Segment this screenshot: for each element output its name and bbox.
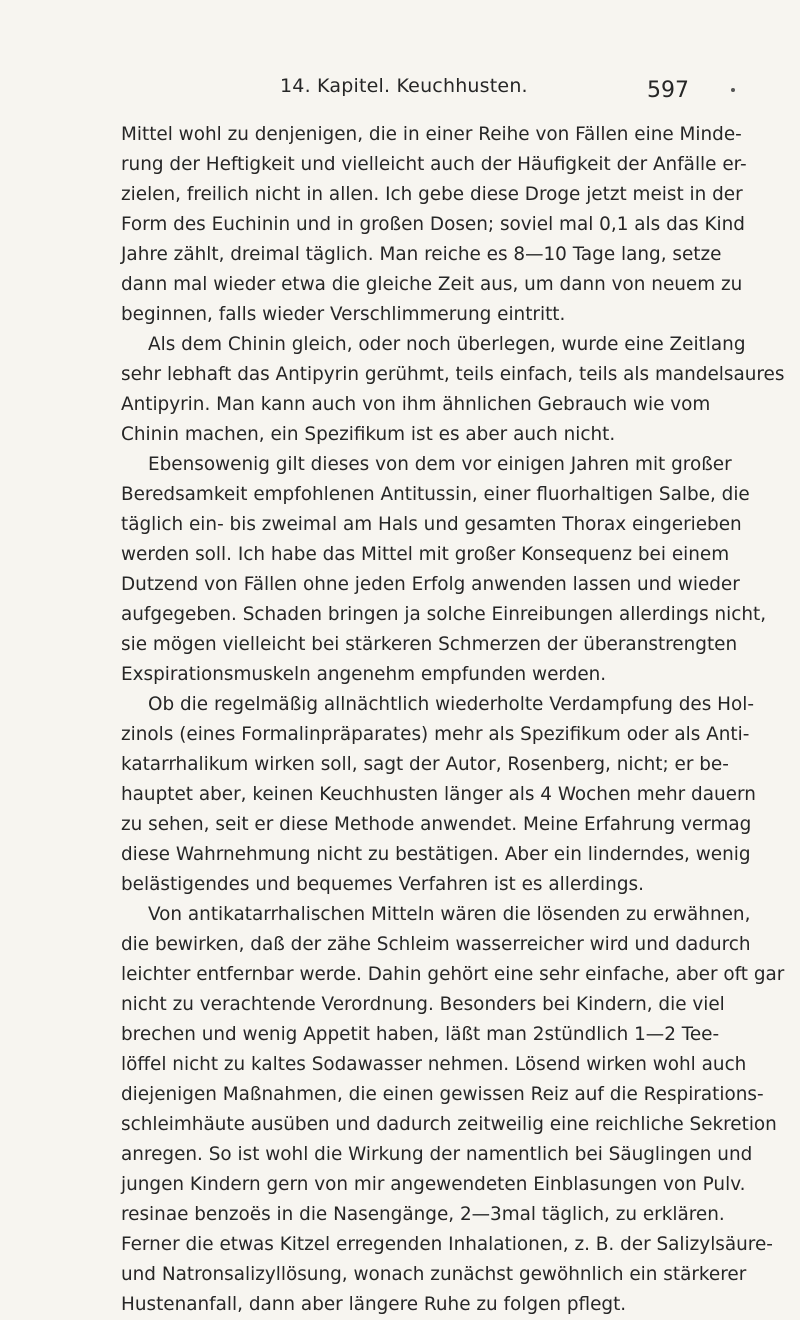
margin-dot (731, 88, 735, 92)
text-line: schleimhäute ausüben und dadurch zeitweilig eine reichliche Sekretion (121, 1114, 777, 1135)
text-line: Ob die regelmäßig allnächtlich wiederholte Verdampfung des Hol- (148, 694, 754, 715)
text-line: Jahre zählt, dreimal täglich. Man reiche es 8—10 Tage lang, setze (121, 244, 722, 265)
text-line: zu sehen, seit er diese Methode anwendet. Meine Erfahrung vermag (121, 814, 752, 835)
text-line: und Natronsalizyllösung, wonach zunächst gewöhnlich ein stärkerer (121, 1264, 747, 1285)
text-line: Mittel wohl zu denjenigen, die in einer Reihe von Fällen eine Minde- (121, 124, 742, 145)
body-text (121, 120, 785, 1320)
text-line: Chinin machen, ein Spezifikum ist es aber auch nicht. (121, 424, 616, 445)
text-line: Hustenanfall, dann aber längere Ruhe zu folgen pflegt. (121, 1294, 627, 1315)
text-line: katarrhalikum wirken soll, sagt der Autor, Rosenberg, nicht; er be- (121, 754, 729, 775)
text-line: Form des Euchinin und in großen Dosen; soviel mal 0,1 als das Kind (121, 214, 745, 235)
text-line: Ebensowenig gilt dieses von dem vor einigen Jahren mit großer (148, 454, 732, 475)
text-line: Exspirationsmuskeln angenehm empfunden werden. (121, 664, 607, 685)
text-line: sie mögen vielleicht bei stärkeren Schmerzen der überanstrengten (121, 634, 738, 655)
text-line: brechen und wenig Appetit haben, läßt man 2stündlich 1—2 Tee- (121, 1024, 720, 1045)
text-line: nicht zu verachtende Verordnung. Besonders bei Kindern, die viel (121, 994, 725, 1015)
text-line: sehr lebhaft das Antipyrin gerühmt, teils einfach, teils als mandelsaures (121, 364, 785, 385)
text-line: aufgegeben. Schaden bringen ja solche Einreibungen allerdings nicht, (121, 604, 767, 625)
text-line: werden soll. Ich habe das Mittel mit großer Konsequenz bei einem (121, 544, 730, 565)
text-line: zielen, freilich nicht in allen. Ich gebe diese Droge jetzt meist in der (121, 184, 743, 205)
text-line: beginnen, falls wieder Verschlimmerung eintritt. (121, 304, 566, 325)
text-line: die bewirken, daß der zähe Schleim wasserreicher wird und dadurch (121, 934, 751, 955)
text-line: dann mal wieder etwa die gleiche Zeit aus, um dann von neuem zu (121, 274, 743, 295)
text-line: rung der Heftigkeit und vielleicht auch der Häufigkeit der Anfälle er- (121, 154, 747, 175)
text-line: Antipyrin. Man kann auch von ihm ähnlichen Gebrauch wie vom (121, 394, 711, 415)
text-line: Dutzend von Fällen ohne jeden Erfolg anwenden lassen und wieder (121, 574, 740, 595)
text-line: Von antikatarrhalischen Mitteln wären die lösenden zu erwähnen, (148, 904, 751, 925)
text-line: resinae benzoës in die Nasengänge, 2—3mal täglich, zu erklären. (121, 1204, 725, 1225)
text-line: diejenigen Maßnahmen, die einen gewissen Reiz auf die Respirations- (121, 1084, 764, 1105)
text-line: Ferner die etwas Kitzel erregenden Inhalationen, z. B. der Salizylsäure- (121, 1234, 773, 1255)
text-line: Als dem Chinin gleich, oder noch überlegen, wurde eine Zeitlang (148, 334, 746, 355)
text-line: leichter entfernbar werde. Dahin gehört eine sehr einfache, aber oft gar (121, 964, 785, 985)
text-line: belästigendes und bequemes Verfahren ist es allerdings. (121, 874, 644, 895)
text-line: löffel nicht zu kaltes Sodawasser nehmen. Lösend wirken wohl auch (121, 1054, 747, 1075)
text-line: diese Wahrnehmung nicht zu bestätigen. Aber ein linderndes, wenig (121, 844, 751, 865)
page-number: 597 (647, 78, 689, 103)
text-line: anregen. So ist wohl die Wirkung der namentlich bei Säuglingen und (121, 1144, 753, 1165)
text-line: täglich ein- bis zweimal am Hals und gesamten Thorax eingerieben (121, 514, 742, 535)
text-line: Beredsamkeit empfohlenen Antitussin, einer fluorhaltigen Salbe, die (121, 484, 750, 505)
text-line: hauptet aber, keinen Keuchhusten länger als 4 Wochen mehr dauern (121, 784, 756, 805)
running-head: 14. Kapitel. Keuchhusten. (280, 75, 528, 97)
text-line: jungen Kindern gern von mir angewendeten Einblasungen von Pulv. (121, 1174, 746, 1195)
text-line: zinols (eines Formalinpräparates) mehr als Spezifikum oder als Anti- (121, 724, 750, 745)
